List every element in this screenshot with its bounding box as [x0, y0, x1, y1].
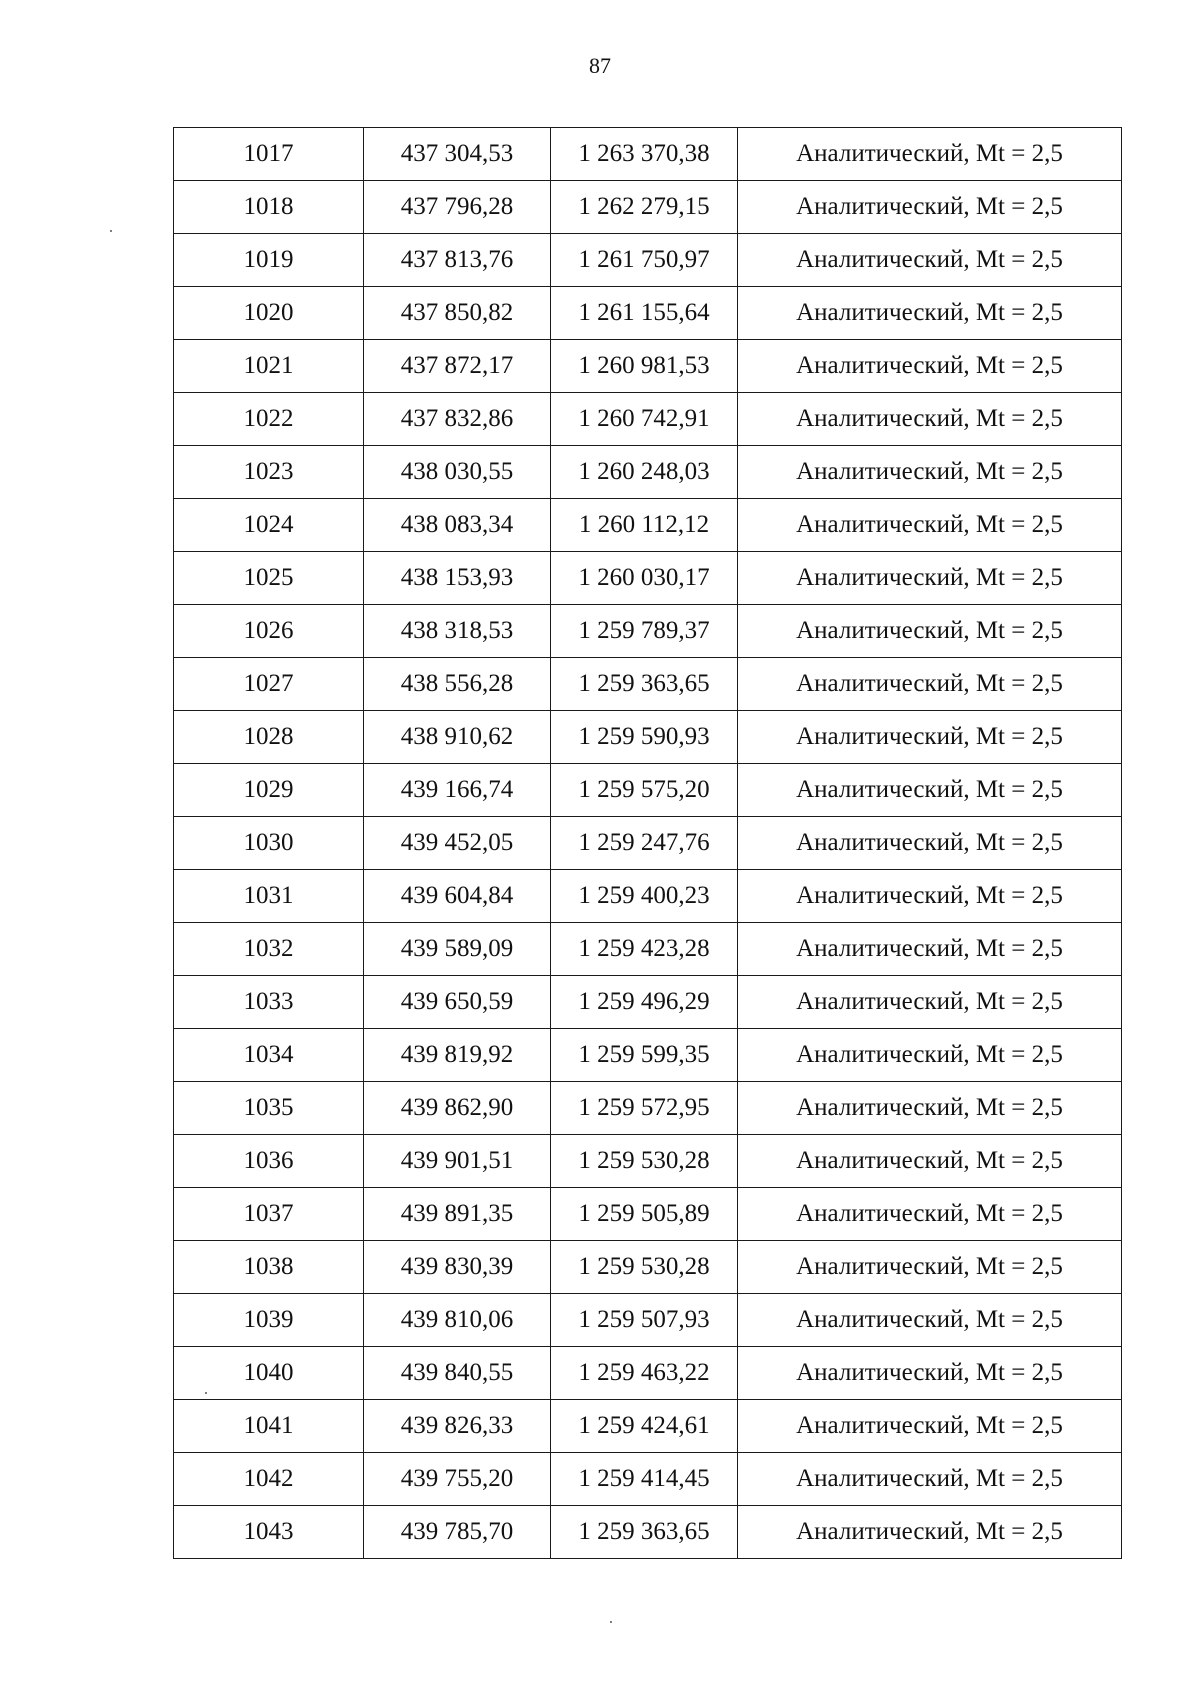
x-coordinate-cell: 438 030,55 [364, 446, 551, 499]
x-coordinate-cell: 439 830,39 [364, 1241, 551, 1294]
point-number-cell: 1038 [174, 1241, 364, 1294]
x-coordinate-cell: 437 872,17 [364, 340, 551, 393]
table-row [174, 711, 1122, 764]
point-number-cell: 1021 [174, 340, 364, 393]
point-number-cell: 1024 [174, 499, 364, 552]
table-row [174, 1188, 1122, 1241]
y-coordinate-cell: 1 260 112,12 [551, 499, 738, 552]
y-coordinate-cell: 1 259 575,20 [551, 764, 738, 817]
y-coordinate-cell: 1 259 414,45 [551, 1453, 738, 1506]
point-number-cell: 1032 [174, 923, 364, 976]
y-coordinate-cell: 1 259 496,29 [551, 976, 738, 1029]
y-coordinate-cell: 1 259 599,35 [551, 1029, 738, 1082]
point-number-cell: 1042 [174, 1453, 364, 1506]
method-cell: Аналитический, Mt = 2,5 [738, 817, 1122, 870]
method-cell: Аналитический, Mt = 2,5 [738, 499, 1122, 552]
table-row [174, 552, 1122, 605]
method-cell: Аналитический, Mt = 2,5 [738, 1400, 1122, 1453]
y-coordinate-cell: 1 259 247,76 [551, 817, 738, 870]
x-coordinate-cell: 438 318,53 [364, 605, 551, 658]
x-coordinate-cell: 437 304,53 [364, 128, 551, 181]
x-coordinate-cell: 439 166,74 [364, 764, 551, 817]
point-number-cell: 1035 [174, 1082, 364, 1135]
table-row [174, 1347, 1122, 1400]
x-coordinate-cell: 439 901,51 [364, 1135, 551, 1188]
point-number-cell: 1034 [174, 1029, 364, 1082]
x-coordinate-cell: 437 813,76 [364, 234, 551, 287]
point-number-cell: 1029 [174, 764, 364, 817]
table-row [174, 446, 1122, 499]
y-coordinate-cell: 1 259 424,61 [551, 1400, 738, 1453]
table-row [174, 817, 1122, 870]
page-number: 87 [589, 53, 611, 78]
point-number-cell: 1033 [174, 976, 364, 1029]
table-row [174, 870, 1122, 923]
method-cell: Аналитический, Mt = 2,5 [738, 1188, 1122, 1241]
method-cell: Аналитический, Mt = 2,5 [738, 446, 1122, 499]
table-row [174, 923, 1122, 976]
x-coordinate-cell: 439 604,84 [364, 870, 551, 923]
point-number-cell: 1039 [174, 1294, 364, 1347]
table-row [174, 1241, 1122, 1294]
method-cell: Аналитический, Mt = 2,5 [738, 1241, 1122, 1294]
point-number-cell: 1019 [174, 234, 364, 287]
y-coordinate-cell: 1 259 572,95 [551, 1082, 738, 1135]
y-coordinate-cell: 1 262 279,15 [551, 181, 738, 234]
x-coordinate-cell: 437 832,86 [364, 393, 551, 446]
x-coordinate-cell: 438 153,93 [364, 552, 551, 605]
y-coordinate-cell: 1 259 530,28 [551, 1241, 738, 1294]
scan-speck [110, 230, 112, 232]
y-coordinate-cell: 1 259 507,93 [551, 1294, 738, 1347]
x-coordinate-cell: 439 755,20 [364, 1453, 551, 1506]
table-row [174, 1294, 1122, 1347]
x-coordinate-cell: 439 826,33 [364, 1400, 551, 1453]
point-number-cell: 1026 [174, 605, 364, 658]
point-number-cell: 1020 [174, 287, 364, 340]
table-row [174, 340, 1122, 393]
point-number-cell: 1036 [174, 1135, 364, 1188]
method-cell: Аналитический, Mt = 2,5 [738, 711, 1122, 764]
point-number-cell: 1031 [174, 870, 364, 923]
x-coordinate-cell: 437 850,82 [364, 287, 551, 340]
point-number-cell: 1027 [174, 658, 364, 711]
y-coordinate-cell: 1 263 370,38 [551, 128, 738, 181]
method-cell: Аналитический, Mt = 2,5 [738, 1029, 1122, 1082]
y-coordinate-cell: 1 259 363,65 [551, 1506, 738, 1559]
table-row [174, 181, 1122, 234]
x-coordinate-cell: 439 785,70 [364, 1506, 551, 1559]
point-number-cell: 1030 [174, 817, 364, 870]
method-cell: Аналитический, Mt = 2,5 [738, 181, 1122, 234]
table-row [174, 976, 1122, 1029]
y-coordinate-cell: 1 259 363,65 [551, 658, 738, 711]
method-cell: Аналитический, Mt = 2,5 [738, 976, 1122, 1029]
scan-speck [205, 1392, 207, 1394]
method-cell: Аналитический, Mt = 2,5 [738, 605, 1122, 658]
table-row [174, 1400, 1122, 1453]
y-coordinate-cell: 1 260 248,03 [551, 446, 738, 499]
point-number-cell: 1040 [174, 1347, 364, 1400]
method-cell: Аналитический, Mt = 2,5 [738, 1506, 1122, 1559]
scan-speck [610, 1621, 612, 1623]
point-number-cell: 1043 [174, 1506, 364, 1559]
table-body [174, 128, 1122, 1559]
point-number-cell: 1022 [174, 393, 364, 446]
method-cell: Аналитический, Mt = 2,5 [738, 1294, 1122, 1347]
table-row [174, 1135, 1122, 1188]
point-number-cell: 1037 [174, 1188, 364, 1241]
method-cell: Аналитический, Mt = 2,5 [738, 393, 1122, 446]
method-cell: Аналитический, Mt = 2,5 [738, 287, 1122, 340]
coordinates-table [173, 127, 1122, 1559]
x-coordinate-cell: 439 840,55 [364, 1347, 551, 1400]
x-coordinate-cell: 439 810,06 [364, 1294, 551, 1347]
method-cell: Аналитический, Mt = 2,5 [738, 234, 1122, 287]
x-coordinate-cell: 439 819,92 [364, 1029, 551, 1082]
table-row [174, 605, 1122, 658]
point-number-cell: 1028 [174, 711, 364, 764]
table-row [174, 128, 1122, 181]
point-number-cell: 1025 [174, 552, 364, 605]
method-cell: Аналитический, Mt = 2,5 [738, 340, 1122, 393]
table-row [174, 287, 1122, 340]
table-row [174, 658, 1122, 711]
point-number-cell: 1041 [174, 1400, 364, 1453]
y-coordinate-cell: 1 259 530,28 [551, 1135, 738, 1188]
method-cell: Аналитический, Mt = 2,5 [738, 552, 1122, 605]
y-coordinate-cell: 1 260 981,53 [551, 340, 738, 393]
y-coordinate-cell: 1 260 030,17 [551, 552, 738, 605]
method-cell: Аналитический, Mt = 2,5 [738, 923, 1122, 976]
method-cell: Аналитический, Mt = 2,5 [738, 128, 1122, 181]
y-coordinate-cell: 1 261 155,64 [551, 287, 738, 340]
x-coordinate-cell: 438 910,62 [364, 711, 551, 764]
method-cell: Аналитический, Mt = 2,5 [738, 1082, 1122, 1135]
point-number-cell: 1017 [174, 128, 364, 181]
method-cell: Аналитический, Mt = 2,5 [738, 658, 1122, 711]
y-coordinate-cell: 1 259 400,23 [551, 870, 738, 923]
table-row [174, 234, 1122, 287]
table-row [174, 1506, 1122, 1559]
method-cell: Аналитический, Mt = 2,5 [738, 870, 1122, 923]
method-cell: Аналитический, Mt = 2,5 [738, 1135, 1122, 1188]
x-coordinate-cell: 438 556,28 [364, 658, 551, 711]
x-coordinate-cell: 439 891,35 [364, 1188, 551, 1241]
method-cell: Аналитический, Mt = 2,5 [738, 1453, 1122, 1506]
x-coordinate-cell: 439 862,90 [364, 1082, 551, 1135]
table-row [174, 1082, 1122, 1135]
y-coordinate-cell: 1 259 789,37 [551, 605, 738, 658]
table-row [174, 764, 1122, 817]
x-coordinate-cell: 438 083,34 [364, 499, 551, 552]
table-row [174, 1029, 1122, 1082]
point-number-cell: 1023 [174, 446, 364, 499]
y-coordinate-cell: 1 259 505,89 [551, 1188, 738, 1241]
y-coordinate-cell: 1 259 463,22 [551, 1347, 738, 1400]
table-row [174, 393, 1122, 446]
y-coordinate-cell: 1 259 423,28 [551, 923, 738, 976]
method-cell: Аналитический, Mt = 2,5 [738, 764, 1122, 817]
y-coordinate-cell: 1 259 590,93 [551, 711, 738, 764]
y-coordinate-cell: 1 261 750,97 [551, 234, 738, 287]
x-coordinate-cell: 439 650,59 [364, 976, 551, 1029]
x-coordinate-cell: 439 589,09 [364, 923, 551, 976]
method-cell: Аналитический, Mt = 2,5 [738, 1347, 1122, 1400]
y-coordinate-cell: 1 260 742,91 [551, 393, 738, 446]
point-number-cell: 1018 [174, 181, 364, 234]
x-coordinate-cell: 439 452,05 [364, 817, 551, 870]
x-coordinate-cell: 437 796,28 [364, 181, 551, 234]
table-row [174, 499, 1122, 552]
table-row [174, 1453, 1122, 1506]
